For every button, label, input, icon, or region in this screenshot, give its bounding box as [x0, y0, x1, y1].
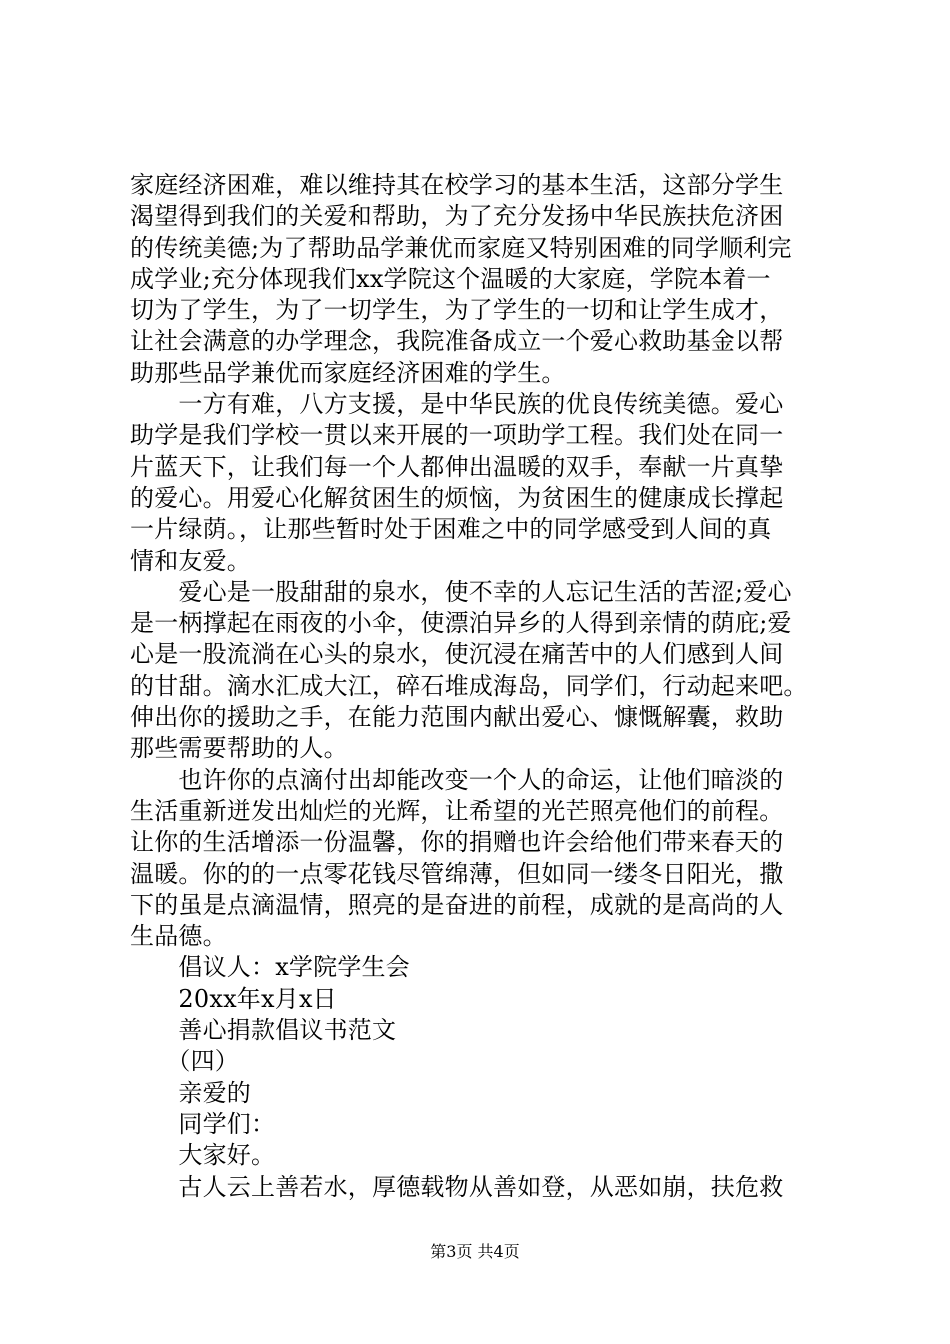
text-line: 片蓝天下，让我们每一个人都伸出温暖的双手，奉献一片真挚: [130, 452, 784, 481]
text-line: 助学是我们学校一贯以来开展的一项助学工程。我们处在同一: [130, 421, 784, 450]
text-line: 让社会满意的办学理念，我院准备成立一个爱心救助基金以帮: [130, 327, 784, 356]
text-line: 让你的生活增添一份温馨，你的捐赠也许会给他们带来春天的: [130, 828, 784, 857]
text-line: 爱心是一股甜甜的泉水，使不幸的人忘记生活的苦涩;爱心: [130, 577, 792, 606]
text-line: 情和友爱。: [130, 546, 251, 575]
text-line: 切为了学生，为了一切学生，为了学生的一切和让学生成才，: [130, 296, 784, 325]
salutation-line: 亲爱的: [130, 1078, 251, 1107]
text-line: 那些需要帮助的人。: [130, 734, 348, 763]
text-line: 的爱心。用爱心化解贫困生的烦恼，为贫困生的健康成长撑起: [130, 483, 784, 512]
text-line: 家庭经济困难，难以维持其在校学习的基本生活，这部分学生: [130, 171, 784, 199]
page-number-label: 第3页 共4页: [430, 1242, 520, 1261]
text-line: 古人云上善若水，厚德载物从善如登，从恶如崩，扶危救: [130, 1172, 784, 1201]
salutation-line: 同学们：: [130, 1109, 276, 1138]
text-line: 的甘甜。滴水汇成大江，碎石堆成海岛，同学们，行动起来吧。: [130, 671, 808, 700]
text-line: 也许你的点滴付出却能改变一个人的命运，让他们暗淡的: [130, 765, 784, 794]
text-line: 一片绿荫。，让那些暂时处于困难之中的同学感受到人间的真: [130, 515, 772, 544]
document-body: [130, 170, 830, 1203]
text-line: 是一柄撑起在雨夜的小伞，使漂泊异乡的人得到亲情的荫庇;爱: [130, 609, 792, 638]
section-number: （四）: [130, 1047, 239, 1076]
date-line: 20xx年x月x日: [130, 984, 337, 1013]
text-line: 生品德。: [130, 922, 227, 951]
text-line: 渴望得到我们的关爱和帮助，为了充分发扬中华民族扶危济困: [130, 202, 784, 231]
text-line: 的传统美德;为了帮助品学兼优而家庭又特别困难的同学顺利完: [130, 233, 792, 262]
text-line: 助那些品学兼优而家庭经济困难的学生。: [130, 358, 566, 387]
text-line: 下的虽是点滴温情，照亮的是奋进的前程，成就的是高尚的人: [130, 890, 784, 919]
section-title: 善心捐款倡议书范文: [130, 1016, 397, 1045]
text-line: 心是一股流淌在心头的泉水，使沉浸在痛苦中的人们感到人间: [130, 640, 784, 669]
text-line: 一方有难，八方支援，是中华民族的优良传统美德。爱心: [130, 390, 784, 419]
text-line: 成学业;充分体现我们xx学院这个温暖的大家庭，学院本着一: [130, 264, 771, 293]
text-line: 伸出你的援助之手，在能力范围内献出爱心、慷慨解囊，救助: [130, 703, 784, 732]
text-line: 温暖。你的的一点零花钱尽管绵薄，但如同一缕冬日阳光，撒: [130, 859, 784, 888]
page-footer: [0, 1242, 950, 1262]
signature-line: 倡议人：x学院学生会: [130, 953, 410, 982]
text-line: 生活重新迸发出灿烂的光辉，让希望的光芒照亮他们的前程。: [130, 796, 784, 825]
greeting-line: 大家好。: [130, 1141, 276, 1170]
